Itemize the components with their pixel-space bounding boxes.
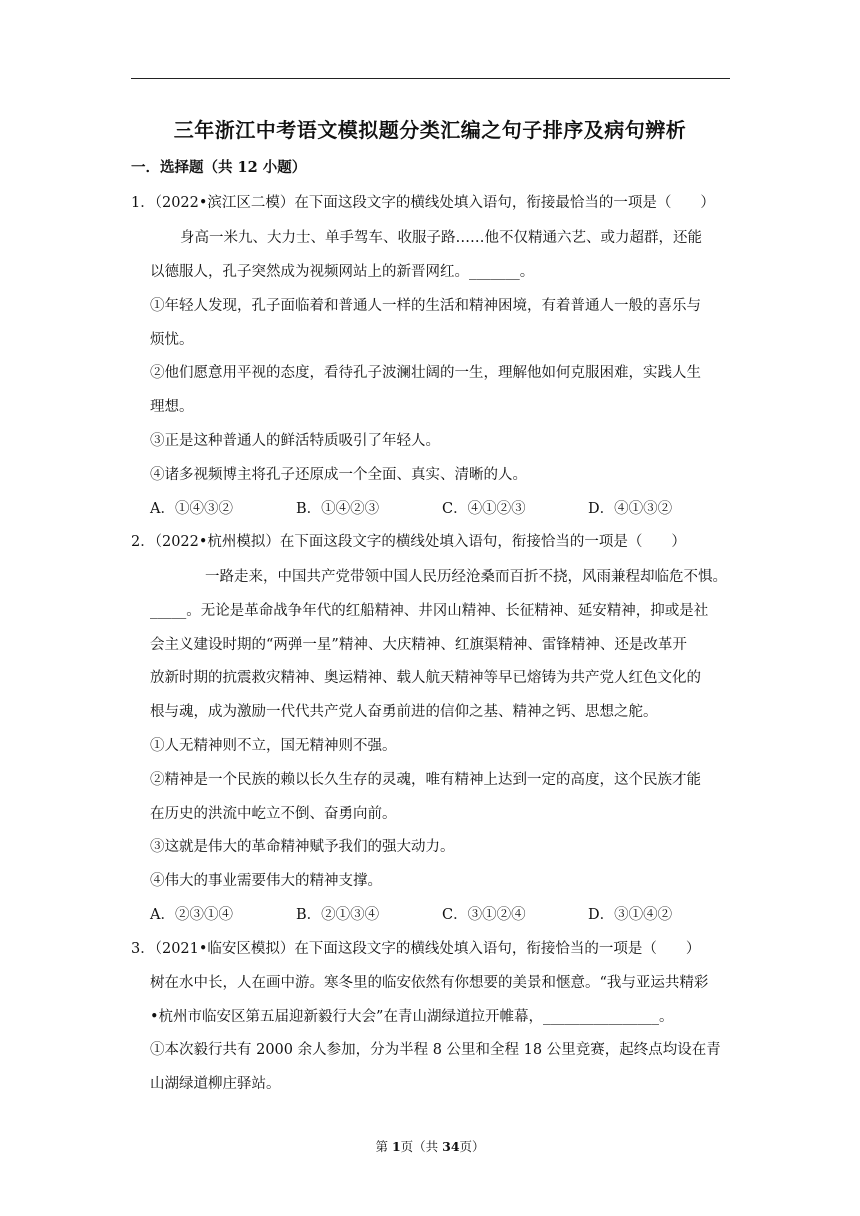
question-1-sentence-2: ②他们愿意用平视的态度，看待孔子波澜壮阔的一生，理解他如何克服困难，实践人生 [150,365,701,381]
question-2-passage-line: 根与魂，成为激励一代代共产党人奋勇前进的信仰之基、精神之钙、思想之舵。 [150,704,658,720]
footer-prefix: 第 [375,1139,392,1154]
page-title: 三年浙江中考语文模拟题分类汇编之句子排序及病句辨析 [173,118,687,142]
question-3-sentence-1-cont: 山湖绿道柳庄驿站。 [150,1076,281,1092]
question-2-passage-line: 一路走来，中国共产党带领中国人民历经沧桑而百折不挠，风雨兼程却临危不惧。 [205,569,727,585]
question-1-sentence-3: ③正是这种普通人的鲜活特质吸引了年轻人。 [150,433,440,449]
question-1-sentence-1-cont: 烦忧。 [150,332,194,348]
footer-suffix: 页） [459,1139,485,1154]
question-1-passage-line: 身高一米九、大力士、单手驾车、收服子路……他不仅精通六艺、或力超群，还能 [180,230,702,246]
question-3-stem: 3．（2021•临安区模拟）在下面这段文字的横线处填入语句，衔接恰当的一项是（ ） [131,941,701,957]
question-2-options [150,903,672,924]
question-3-passage-line: 树在水中长，人在画中游。寒冬里的临安依然有你想要的美景和惬意。“我与亚运共精彩 [150,975,709,991]
option-d[interactable]: D．④①③② [588,501,673,517]
option-c[interactable]: C．④①②③ [442,501,526,517]
question-2-sentence-2: ②精神是一个民族的赖以长久生存的灵魂，唯有精神上达到一定的高度，这个民族才能 [150,772,701,788]
question-2-stem: 2．（2022•杭州模拟）在下面这段文字的横线处填入语句，衔接恰当的一项是（ ） [131,534,686,550]
option-b[interactable]: B．②①③④ [296,907,380,923]
question-3-sentence-1: ①本次毅行共有 2000 余人参加，分为半程 8 公里和全程 18 公里竞赛，起终点均设在青 [150,1042,721,1058]
header-rule [131,78,730,79]
footer-total-pages: 34 [442,1139,460,1154]
option-b[interactable]: B．①④②③ [296,501,380,517]
question-1-sentence-2-cont: 理想。 [150,399,194,415]
question-2-sentence-4: ④伟大的事业需要伟大的精神支撑。 [150,873,382,889]
question-1-stem: 1．（2022•滨江区二模）在下面这段文字的横线处填入语句，衔接最恰当的一项是（ ） [131,195,715,211]
question-2-passage-line: _____。无论是革命战争年代的红船精神、井冈山精神、长征精神、延安精神，抑或是社 [150,603,709,619]
question-3-passage-line: •杭州市临安区第五届迎新毅行大会”在青山湖绿道拉开帷幕，________________。 [150,1009,674,1025]
section-heading: 一．选择题（共 12 小题） [131,159,307,176]
question-2-passage-line: 放新时期的抗震救灾精神、奥运精神、载人航天精神等早已熔铸为共产党人红色文化的 [150,670,701,686]
question-1-passage-line: 以德服人，孔子突然成为视频网站上的新晋网红。_______。 [150,264,535,280]
question-2-sentence-2-cont: 在历史的洪流中屹立不倒、奋勇向前。 [150,806,397,822]
question-1-sentence-4: ④诸多视频博主将孔子还原成一个全面、真实、清晰的人。 [150,467,527,483]
question-1-sentence-1: ①年轻人发现，孔子面临着和普通人一样的生活和精神困境，有着普通人一般的喜乐与 [150,298,701,314]
option-a[interactable]: A．②③①④ [150,907,233,923]
footer-page-number: 1 [391,1139,401,1154]
footer-middle: 页（共 [400,1139,443,1154]
page-footer [0,1137,860,1155]
question-2-passage-line: 会主义建设时期的“两弹一星”精神、大庆精神、红旗渠精神、雷锋精神、还是改革开 [150,637,687,653]
option-a[interactable]: A．①④③② [150,501,233,517]
question-2-sentence-3: ③这就是伟大的革命精神赋予我们的强大动力。 [150,839,455,855]
question-1-options [150,497,672,518]
question-2-sentence-1: ①人无精神则不立，国无精神则不强。 [150,738,397,754]
option-c[interactable]: C．③①②④ [442,907,526,923]
option-d[interactable]: D．③①④② [588,907,673,923]
